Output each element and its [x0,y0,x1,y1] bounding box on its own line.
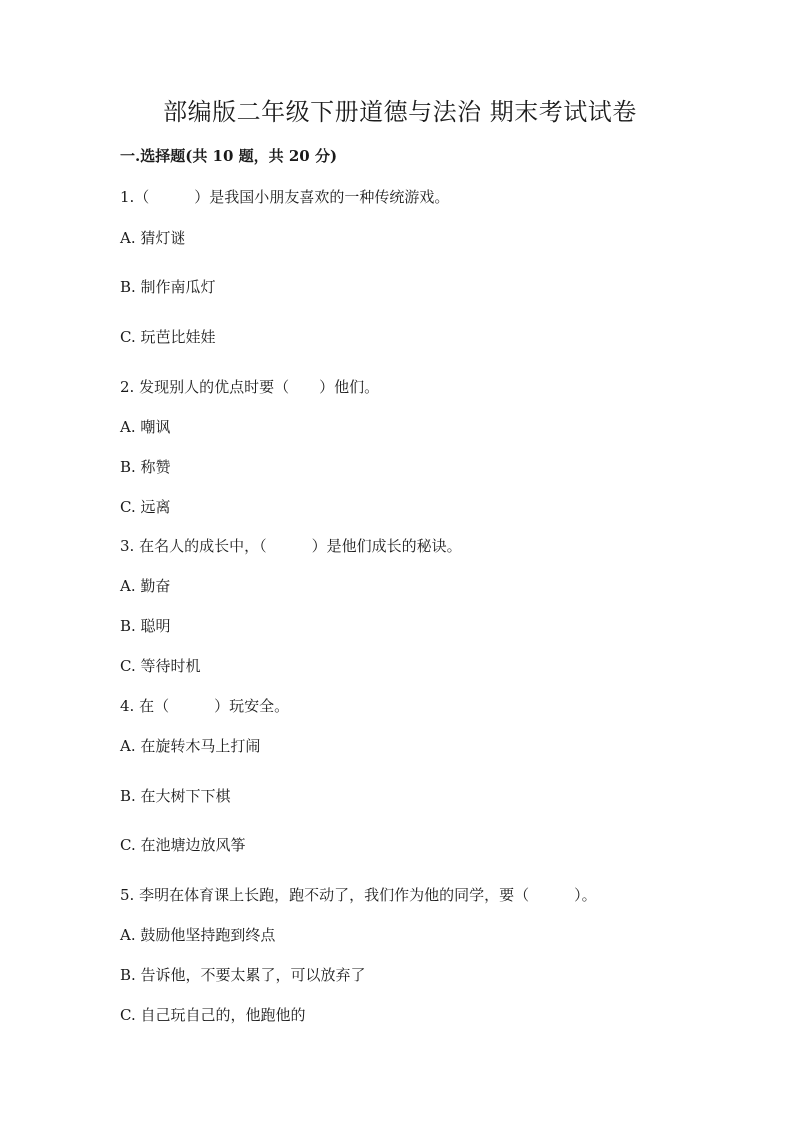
question-1-option-c: C. 玩芭比娃娃 [120,328,216,346]
question-5-stem: 5. 李明在体育课上长跑，跑不动了，我们作为他的同学，要（ ）。 [120,886,597,904]
question-2-option-b: B. 称赞 [120,458,171,476]
question-1-stem: 1.（ ）是我国小朋友喜欢的一种传统游戏。 [120,188,450,206]
exam-title: 部编版二年级下册道德与法治 期末考试试卷 [163,98,637,126]
question-2-option-a: A. 嘲讽 [120,418,171,436]
question-5-option-a: A. 鼓励他坚持跑到终点 [120,926,276,944]
question-5-option-c: C. 自己玩自己的，他跑他的 [120,1006,306,1024]
question-2-option-c: C. 远离 [120,498,171,516]
question-4-stem: 4. 在（ ）玩安全。 [120,697,290,715]
question-3-option-b: B. 聪明 [120,617,171,635]
question-4-option-b: B. 在大树下下棋 [120,787,231,805]
question-4-option-c: C. 在池塘边放风筝 [120,836,246,854]
question-2-stem: 2. 发现别人的优点时要（ ）他们。 [120,378,380,396]
question-4-option-a: A. 在旋转木马上打闹 [120,737,261,755]
question-3-stem: 3. 在名人的成长中，（ ）是他们成长的秘诀。 [120,537,462,555]
question-1-option-b: B. 制作南瓜灯 [120,278,216,296]
question-3-option-c: C. 等待时机 [120,657,201,675]
question-3-option-a: A. 勤奋 [120,577,171,595]
question-5-option-b: B. 告诉他，不要太累了，可以放弃了 [120,966,366,984]
question-1-option-a: A. 猜灯谜 [120,229,186,247]
section-heading: 一.选择题(共 10 题，共 20 分) [120,147,338,165]
